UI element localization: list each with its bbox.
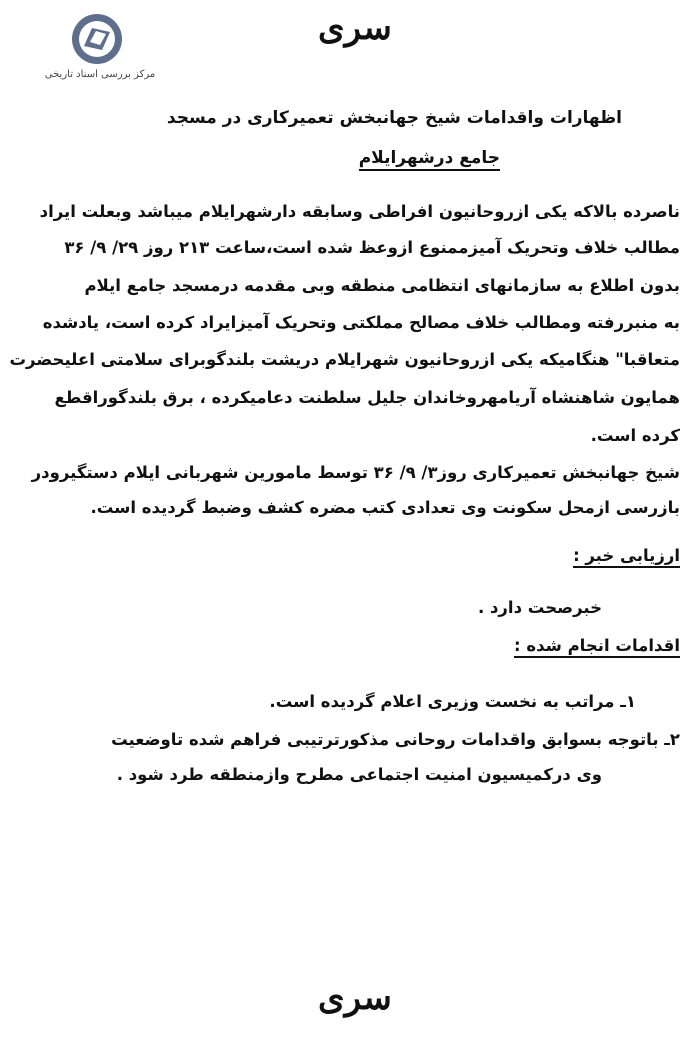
body-line: شیخ جهانبخش تعمیرکاری روز۳/ ۹/ ۳۶ توسط مامورین شهربانی ایلام دستگیرودر [31,463,680,482]
classification-stamp-bottom: سری [318,978,392,1018]
body-line: مطالب خلاف وتحریک آمیزممنوع ازوعظ شده است،ساعت ۲۱۳ روز ۲۹/ ۹/ ۳۶ [64,238,680,257]
body-line: متعاقبا" هنگامیکه یکی ازروحانیون شهرایلام دریشت بلندگوبرای سلامتی اعلیحضرت [9,350,680,369]
action-item-2-continued: وی درکمیسیون امنیت اجتماعی مطرح وازمنطقه طرد شود . [116,765,602,784]
body-line: ناصرده بالاکه یکی ازروحانیون افراطی وسابقه دارشهرایلام میباشد وبعلت ایراد [39,202,680,221]
classification-stamp-top: سری [318,8,392,48]
assessment-heading: ارزیابی خبر : [573,546,680,568]
report-title-line-1: اظهارات واقدامات شیخ جهانبخش تعمیرکاری در مسجد [166,108,622,128]
scroll-emblem-icon [70,12,124,66]
body-line: کرده است. [590,426,680,445]
action-item-1: ۱ـ مراتب به نخست وزیری اعلام گردیده است. [269,692,636,711]
report-title-line-2: جامع درشهرایلام [359,148,500,171]
body-line: بدون اطلاع به سازمانهای انتظامی منطقه وبی مقدمه درمسجد جامع ایلام [84,276,680,295]
assessment-text: خبرصحت دارد . [477,598,602,617]
body-line: بازرسی ازمحل سکونت وی تعدادی کتب مضره کشف وضبط گردیده است. [90,498,680,517]
actions-heading: اقدامات انجام شده : [514,636,680,658]
body-line: همایون شاهنشاه آریامهروخاندان جلیل سلطنت دعامیکرده ، برق بلندگوراقطع [54,388,680,407]
archive-logo-text: مرکز بررسی اسناد تاریخی [44,69,156,80]
archive-logo [20,12,180,84]
body-line: به منبررفته ومطالب خلاف مصالح مملکتی وتحریک آمیزایراد کرده است، یادشده [42,313,680,332]
action-item-2: ۲ـ باتوجه بسوابق واقدامات روحانی مذکورترتیبی فراهم شده تاوضعیت [111,730,680,749]
